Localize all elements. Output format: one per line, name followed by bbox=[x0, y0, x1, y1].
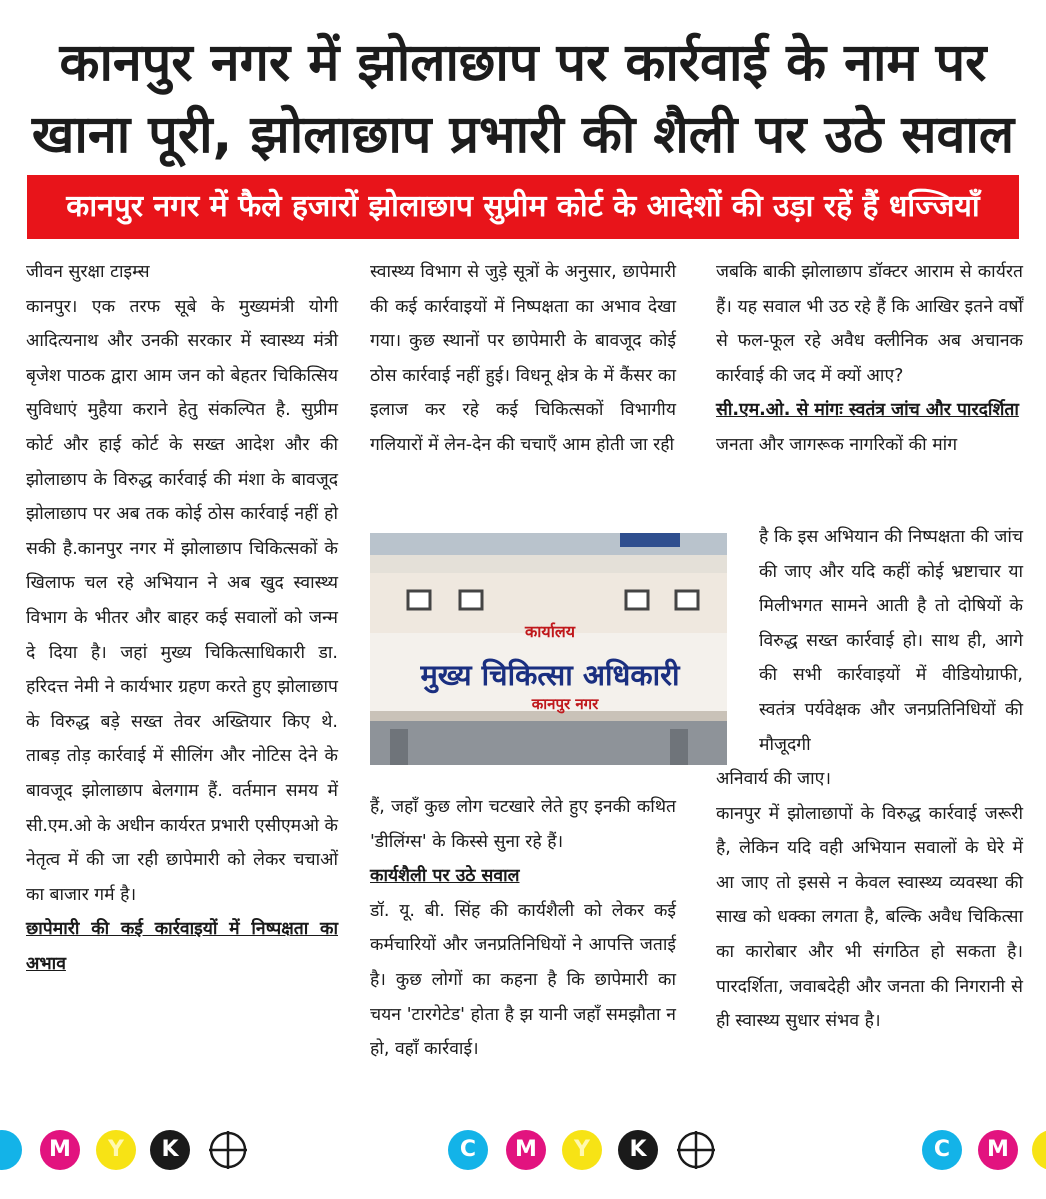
headline-line-1: कानपुर नगर में झोलाछाप पर कार्रवाई के नाम पर bbox=[59, 33, 987, 93]
byline: जीवन सुरक्षा टाइम्स bbox=[26, 262, 150, 282]
column3-paragraph-1: जबकि बाकी झोलाछाप डॉक्टर आराम से कार्यरत हैं। यह सवाल भी उठ रहे हैं कि आखिर इतने वर्षों से फल-फूल रहे अवैध क्लीनिक अब अचानक कार्रवाई की जद में क्यों आए? bbox=[716, 262, 1023, 386]
magenta-mark-icon bbox=[978, 1130, 1018, 1170]
column3-paragraph-3: कानपुर में झोलाछापों के विरुद्ध कार्रवाई जरूरी है, लेकिन यदि वही अभियान सवालों के घेरे में आ जाए तो इससे न केवल स्वास्थ्य व्यवस्था की साख को धक्का लगता है, बल्कि अवैध चिकित्सा का कारोबार और भी संगठित हो सकता है। पारदर्शिता, जवाबदेही और जनता की निगरानी से ही स्वास्थ्य सुधार संभव है। bbox=[716, 803, 1023, 1032]
magenta-mark-label: M bbox=[49, 1137, 71, 1162]
sign-bottom-text: कानपुर नगर bbox=[531, 695, 599, 713]
section-heading-demand: सी.एम.ओ. से मांगः स्वतंत्र जांच और पारदर्शिता bbox=[716, 400, 1019, 421]
cyan-mark-label: C bbox=[933, 1137, 951, 1162]
registration-cross-icon bbox=[676, 1130, 716, 1170]
sign-top-text: कार्यालय bbox=[525, 622, 575, 641]
black-mark-icon bbox=[150, 1130, 190, 1170]
registration-cross-icon bbox=[208, 1130, 248, 1170]
cyan-mark-icon bbox=[448, 1130, 488, 1170]
section-heading-workstyle: कार्यशैली पर उठे सवाल bbox=[370, 866, 520, 887]
article-column-3-top bbox=[716, 255, 1023, 463]
color-marks-left bbox=[0, 1130, 280, 1170]
black-mark-label: K bbox=[161, 1137, 179, 1162]
column3-paragraph-2-end: अनिवार्य की जाए। bbox=[716, 769, 831, 789]
color-marks-center bbox=[440, 1130, 740, 1170]
column1-paragraph: कानपुर। एक तरफ सूबे के मुख्यमंत्री योगी आदित्यनाथ और उनकी सरकार में स्वास्थ्य मंत्री बृजेश पाठक द्वारा आम जन को बेहतर चिकित्सिय सुविधाएं मुहैया कराने हेतु संकल्पित है. सुप्रीम कोर्ट और हाई कोर्ट के सख्त आदेश और की झोलाछाप के विरुद्ध कार्रवाई की मंशा के बावजूद झोलाछाप पर अब तक कोई ठोस कार्रवाई नहीं हो सकी है.कानपुर नगर में झोलाछाप चिकित्सकों के खिलाफ चल रहे अभियान ने अब खुद स्वास्थ्य विभाग के भीतर और बाहर कई सवालों को जन्म दे दिया है। जहां मुख्य चिकित्साधिकारी डा. हरिदत्त नेमी ने कार्यभार ग्रहण करते हुए झोलाछाप के विरुद्ध बड़े सख्त तेवर अख्तियार किए थे. ताबड़ तोड़ कार्रवाई में सीलिंग और नोटिस देने के बावजूद झोलाछाप बेलगाम हैं. वर्तमान समय में सी.एम.ओ के अधीन कार्यरत प्रभारी एसीएमओ के नेतृत्व में की जा रही छापेमारी को लेकर चचाओं का बाजार गर्म है। bbox=[26, 296, 338, 905]
yellow-mark-icon bbox=[96, 1130, 136, 1170]
article-column-1 bbox=[26, 255, 338, 981]
column2-paragraph-1: स्वास्थ्य विभाग से जुड़े सूत्रों के अनुसार, छापेमारी की कई कार्रवाइयों में निष्पक्षता का अभाव देखा गया। कुछ स्थानों पर छापेमारी के बावजूद कोई ठोस कार्रवाई नहीं हुई। विधनू क्षेत्र के में कैंसर का इलाज कर रहे कई चिकित्सकों विभागीय गलियारों में लेन-देन की चचाएँ आम होती जा रही bbox=[370, 262, 676, 455]
yellow-mark-label: Y bbox=[574, 1137, 590, 1162]
cyan-mark-icon bbox=[0, 1130, 22, 1170]
yellow-mark-label: Y bbox=[108, 1137, 124, 1162]
magenta-mark-icon bbox=[506, 1130, 546, 1170]
section-heading-fairness: छापेमारी की कई कार्रवाइयों में निष्पक्षता का अभाव bbox=[26, 919, 338, 974]
article-column-2-top bbox=[370, 255, 676, 463]
article-column-3-bottom bbox=[716, 762, 1023, 1039]
article-column-2-bottom bbox=[370, 790, 676, 1067]
cmo-office-photo bbox=[370, 533, 727, 765]
color-marks-right bbox=[910, 1130, 1046, 1170]
yellow-mark-icon bbox=[562, 1130, 602, 1170]
column3-paragraph-2-start: जनता और जागरूक नागरिकों की मांग bbox=[716, 434, 958, 455]
cyan-mark-icon bbox=[922, 1130, 962, 1170]
magenta-mark-icon bbox=[40, 1130, 80, 1170]
yellow-mark-icon bbox=[1032, 1130, 1046, 1170]
magenta-mark-label: M bbox=[987, 1137, 1009, 1162]
subheadline-banner: कानपुर नगर में फैले हजारों झोलाछाप सुप्रीम कोर्ट के आदेशों की उड़ा रहें हैं धज्जियाँ bbox=[27, 175, 1019, 239]
article-column-3-indented bbox=[759, 520, 1023, 762]
cyan-mark-label: C bbox=[459, 1137, 477, 1162]
sign-main-text: मुख्य चिकित्सा अधिकारी bbox=[420, 658, 680, 692]
column2-paragraph-2: हैं, जहाँ कुछ लोग चटखारे लेते हुए इनकी कथित 'डीलिंग्स' के किस्से सुना रहे हैं। bbox=[370, 797, 676, 852]
column2-paragraph-3: डॉ. यू. बी. सिंह की कार्यशैली को लेकर कई कर्मचारियों और जनप्रतिनिधियों ने आपत्ति जताई है। कुछ लोगों का कहना है कि छापेमारी का चयन 'टारगेटेड' होता है झ यानी जहाँ समझौता न हो, वहाँ कार्रवाई। bbox=[370, 900, 676, 1060]
magenta-mark-label: M bbox=[515, 1137, 537, 1162]
headline-line-2: खाना पूरी, झोलाछाप प्रभारी की शैली पर उठे सवाल bbox=[31, 105, 1015, 165]
black-mark-icon bbox=[618, 1130, 658, 1170]
column3-paragraph-2-rest: है कि इस अभियान की निष्पक्षता की जांच की जाए और यदि कहीं कोई भ्रष्टाचार या मिलीभगत सामने आती है तो दोषियों के विरुद्ध सख्त कार्रवाई हो। साथ ही, आगे की सभी कार्रवाइयों में वीडियोग्राफी, स्वतंत्र पर्यवेक्षक और जनप्रतिनिधियों की मौजूदगी bbox=[759, 527, 1023, 755]
black-mark-label: K bbox=[629, 1137, 647, 1162]
